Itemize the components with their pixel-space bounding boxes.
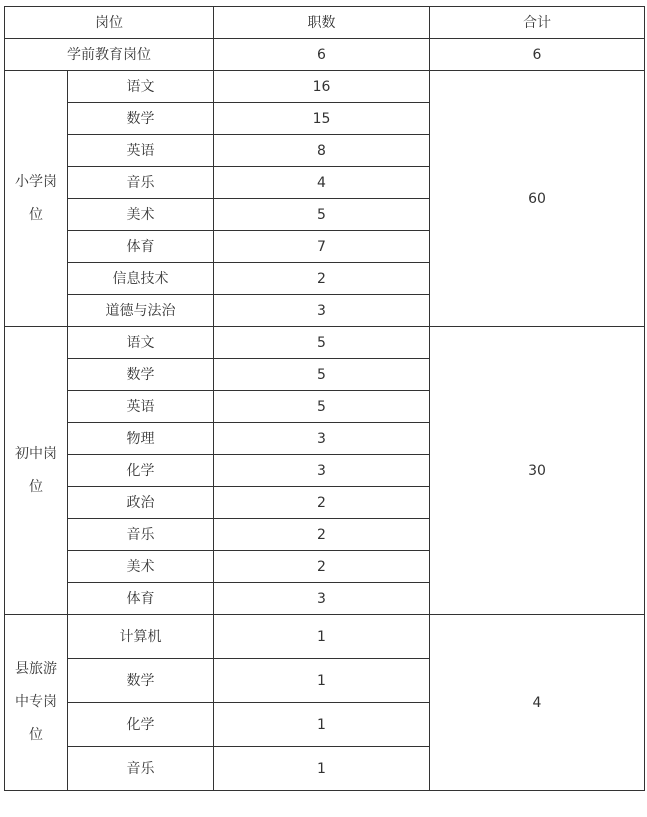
subject-cell: 数学 — [68, 359, 214, 391]
subject-cell: 音乐 — [68, 167, 214, 199]
junior-total-cell: 30 — [430, 327, 645, 615]
group-label-line: 位 — [29, 727, 43, 743]
count-cell: 2 — [214, 551, 430, 583]
subject-cell: 体育 — [68, 583, 214, 615]
header-total: 合计 — [430, 7, 645, 39]
count-cell: 4 — [214, 167, 430, 199]
count-cell: 7 — [214, 231, 430, 263]
subject-cell: 语文 — [68, 71, 214, 103]
preschool-total: 6 — [430, 39, 645, 71]
junior-group-label — [5, 327, 68, 615]
subject-cell: 政治 — [68, 487, 214, 519]
count-cell: 5 — [214, 359, 430, 391]
primary-total-cell: 60 — [430, 71, 645, 327]
vocational-row — [5, 615, 645, 659]
table-body — [5, 7, 645, 791]
subject-cell: 数学 — [68, 103, 214, 135]
vocational-group-label — [5, 615, 68, 791]
group-label-line: 中专岗 — [15, 694, 57, 710]
count-cell: 2 — [214, 519, 430, 551]
subject-cell: 英语 — [68, 135, 214, 167]
subject-cell: 英语 — [68, 391, 214, 423]
subject-cell: 道德与法治 — [68, 295, 214, 327]
count-cell: 5 — [214, 199, 430, 231]
preschool-label: 学前教育岗位 — [5, 39, 214, 71]
count-cell: 1 — [214, 703, 430, 747]
subject-cell: 物理 — [68, 423, 214, 455]
subject-cell: 信息技术 — [68, 263, 214, 295]
count-cell: 3 — [214, 295, 430, 327]
positions-table — [4, 6, 645, 791]
primary-row — [5, 71, 645, 103]
group-label-line: 位 — [29, 478, 43, 495]
subject-cell: 化学 — [68, 455, 214, 487]
count-cell: 8 — [214, 135, 430, 167]
subject-cell: 计算机 — [68, 615, 214, 659]
subject-cell: 音乐 — [68, 519, 214, 551]
vocational-total-cell: 4 — [430, 615, 645, 791]
group-label-line: 县旅游 — [15, 661, 57, 677]
group-label-line: 小学岗 — [15, 173, 57, 190]
count-cell: 1 — [214, 747, 430, 791]
subject-cell: 数学 — [68, 659, 214, 703]
count-cell: 3 — [214, 423, 430, 455]
junior-row — [5, 327, 645, 359]
subject-cell: 语文 — [68, 327, 214, 359]
count-cell: 1 — [214, 659, 430, 703]
count-cell: 5 — [214, 391, 430, 423]
count-cell: 2 — [214, 263, 430, 295]
count-cell: 15 — [214, 103, 430, 135]
subject-cell: 体育 — [68, 231, 214, 263]
preschool-count: 6 — [214, 39, 430, 71]
group-label-line: 位 — [29, 206, 43, 223]
subject-cell: 化学 — [68, 703, 214, 747]
primary-group-label — [5, 71, 68, 327]
subject-cell: 音乐 — [68, 747, 214, 791]
count-cell: 3 — [214, 455, 430, 487]
count-cell: 16 — [214, 71, 430, 103]
count-cell: 3 — [214, 583, 430, 615]
header-count: 职数 — [214, 7, 430, 39]
subject-cell: 美术 — [68, 199, 214, 231]
header-row — [5, 7, 645, 39]
count-cell: 2 — [214, 487, 430, 519]
subject-cell: 美术 — [68, 551, 214, 583]
count-cell: 5 — [214, 327, 430, 359]
header-position: 岗位 — [5, 7, 214, 39]
preschool-row — [5, 39, 645, 71]
group-label-line: 初中岗 — [15, 445, 57, 462]
count-cell: 1 — [214, 615, 430, 659]
